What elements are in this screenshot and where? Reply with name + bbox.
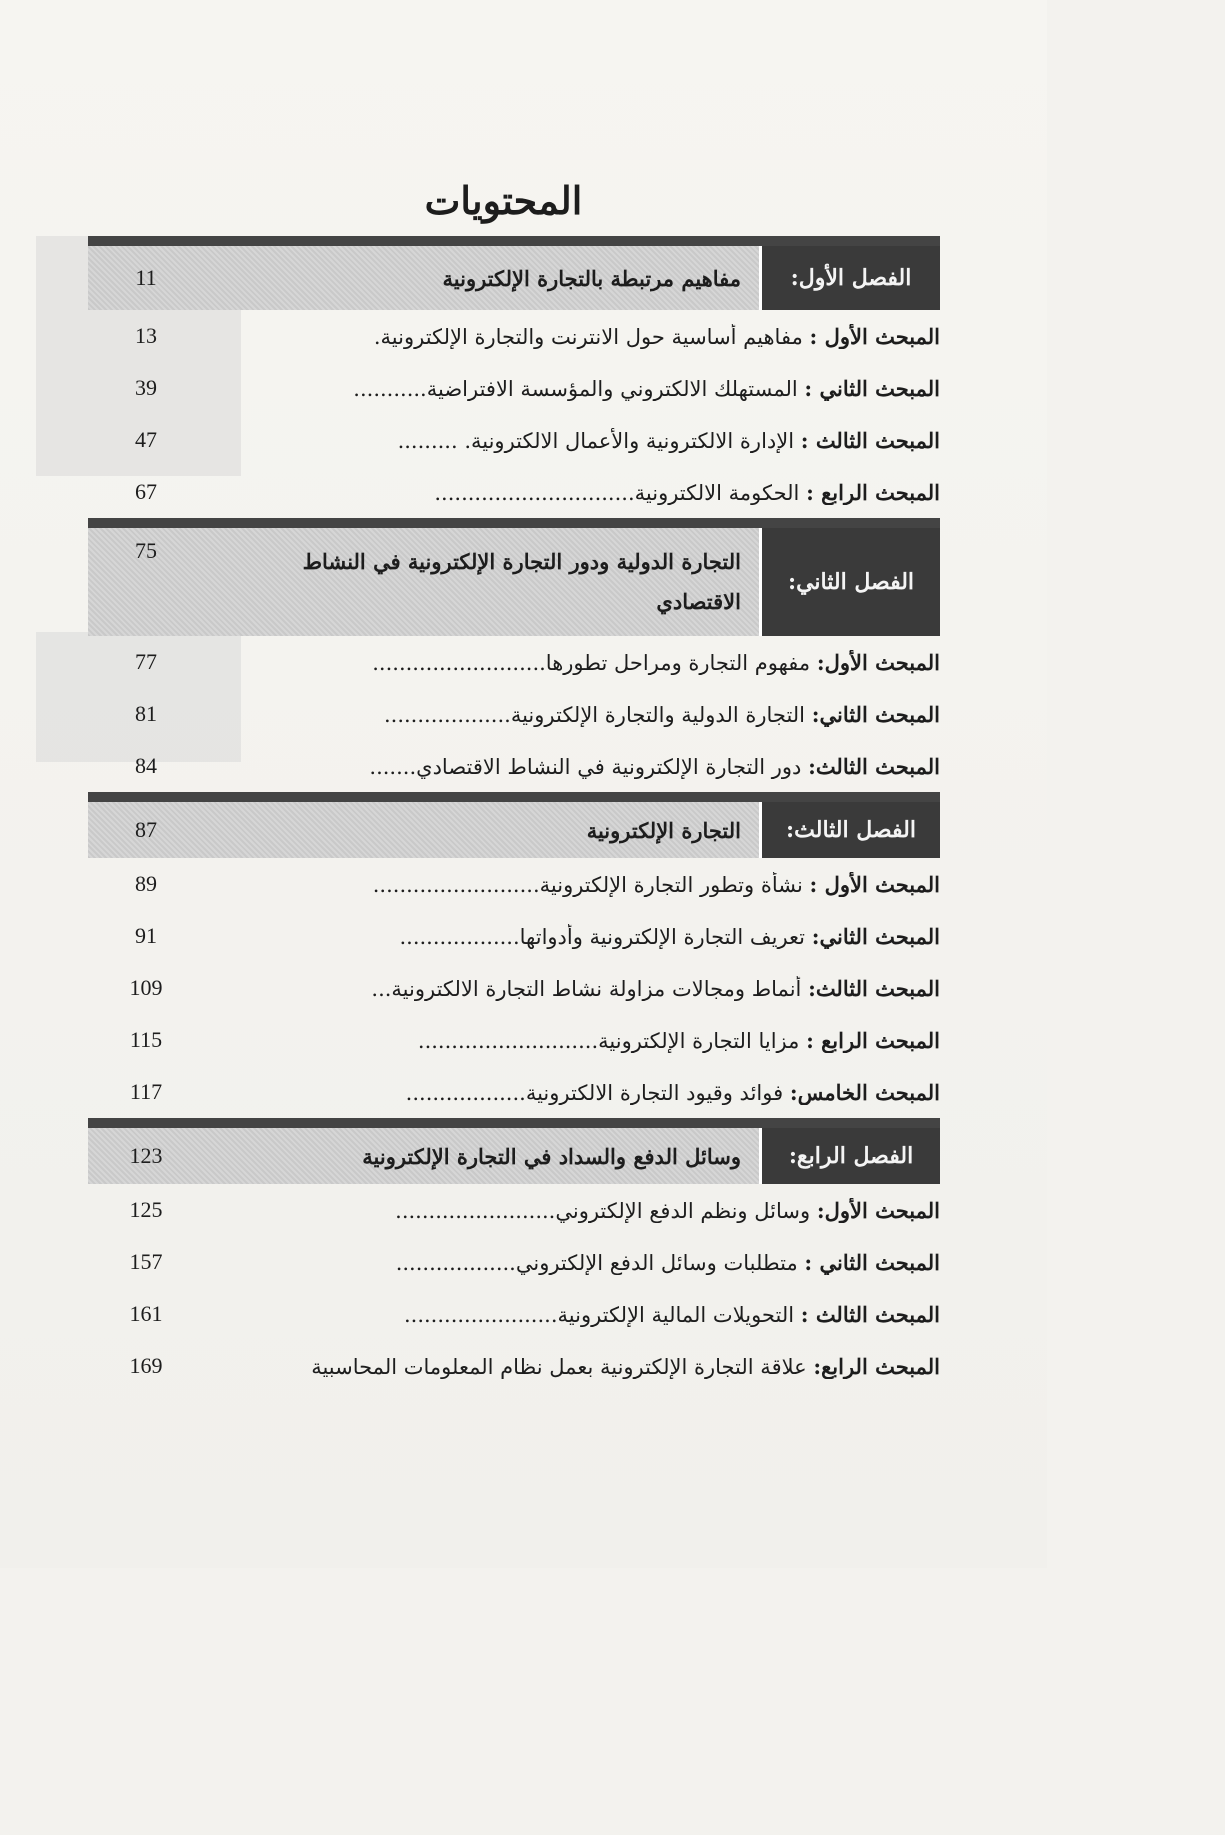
chapter-page-number: 75 <box>135 538 157 563</box>
section-page-number: 84 <box>135 753 157 778</box>
section-page-number: 125 <box>129 1197 163 1222</box>
toc-entry <box>88 1066 940 1118</box>
section-page-number: 161 <box>129 1301 163 1326</box>
section-title: التحويلات المالية الإلكترونية....................... <box>403 1302 795 1327</box>
section-page-number: 91 <box>135 923 157 948</box>
section-label: المبحث الخامس: <box>789 1079 940 1105</box>
section-label: المبحث الرابع : <box>806 479 940 505</box>
toc-entry <box>88 910 940 962</box>
chapter-title: وسائل الدفع والسداد في التجارة الإلكترونية <box>362 1143 741 1169</box>
section-page-number: 13 <box>135 323 157 348</box>
section-page-number: 67 <box>135 479 157 504</box>
chapter-header <box>88 1118 940 1184</box>
toc-entry <box>88 362 940 414</box>
section-title: المستهلك الالكتروني والمؤسسة الافتراضية........... <box>353 376 798 401</box>
section-label: المبحث الأول: <box>816 649 940 675</box>
section-label: المبحث الأول : <box>809 323 940 349</box>
section-title: التجارة الدولية والتجارة الإلكترونية................... <box>383 702 806 727</box>
section-label: المبحث الثاني: <box>811 701 940 727</box>
toc-entry <box>88 858 940 910</box>
section-label: المبحث الرابع : <box>806 1027 940 1053</box>
chapter-page-number: 87 <box>135 817 157 842</box>
toc-entry <box>88 740 940 792</box>
section-label: المبحث الثالث : <box>800 427 940 453</box>
section-title: متطلبات وسائل الدفع الإلكتروني.................. <box>395 1250 798 1275</box>
chapter-title: التجارة الدولية ودور التجارة الإلكترونية في النشاط الاقتصادي <box>302 549 741 614</box>
section-page-number: 115 <box>129 1027 163 1052</box>
chapter-header <box>88 792 940 858</box>
toc-entry <box>88 636 940 688</box>
section-title: أنماط ومجالات مزاولة نشاط التجارة الالكترونية... <box>371 976 802 1001</box>
chapter-page-number: 123 <box>129 1143 163 1168</box>
section-title: الإدارة الالكترونية والأعمال الالكترونية. ......... <box>397 428 795 453</box>
section-title: تعريف التجارة الإلكترونية وأدواتها.................. <box>399 924 806 949</box>
section-title: دور التجارة الإلكترونية في النشاط الاقتصادي....... <box>369 754 802 779</box>
toc-entry <box>88 1288 940 1340</box>
section-label: المبحث الأول: <box>816 1197 940 1223</box>
toc-entry <box>88 688 940 740</box>
chapter-page-number: 11 <box>135 265 157 290</box>
section-label: المبحث الثاني : <box>804 375 940 401</box>
section-page-number: 169 <box>129 1353 163 1378</box>
toc-entry <box>88 310 940 362</box>
section-page-number: 81 <box>135 701 157 726</box>
toc-entry <box>88 1014 940 1066</box>
section-label: المبحث الثالث : <box>800 1301 940 1327</box>
section-title: مزايا التجارة الإلكترونية........................... <box>417 1028 800 1053</box>
section-label: المبحث الرابع: <box>813 1353 940 1379</box>
section-page-number: 89 <box>135 871 157 896</box>
section-title: علاقة التجارة الإلكترونية بعمل نظام المعلومات المحاسبية <box>311 1354 807 1379</box>
chapter-header <box>88 236 940 310</box>
toc-entry <box>88 466 940 518</box>
section-page-number: 77 <box>135 649 157 674</box>
section-page-number: 157 <box>129 1249 163 1274</box>
toc-entry <box>88 414 940 466</box>
section-label: المبحث الثالث: <box>808 753 940 779</box>
section-title: مفاهيم أساسية حول الانترنت والتجارة الإلكترونية. <box>373 324 803 349</box>
chapter-label: الفصل الرابع: <box>759 1128 940 1184</box>
section-page-number: 117 <box>129 1079 163 1104</box>
section-title: الحكومة الالكترونية.............................. <box>434 480 800 505</box>
table-of-contents <box>88 236 940 1392</box>
chapter-label: الفصل الأول: <box>759 246 940 310</box>
section-title: وسائل ونظم الدفع الإلكتروني........................ <box>395 1198 811 1223</box>
toc-entry <box>88 1340 940 1392</box>
section-title: فوائد وقيود التجارة الالكترونية.................. <box>405 1080 784 1105</box>
chapter-title: مفاهيم مرتبطة بالتجارة الإلكترونية <box>442 265 741 291</box>
toc-entry <box>88 962 940 1014</box>
toc-entry <box>88 1236 940 1288</box>
section-label: المبحث الثالث: <box>808 975 940 1001</box>
section-page-number: 109 <box>129 975 163 1000</box>
section-label: المبحث الثاني: <box>811 923 940 949</box>
toc-entry <box>88 1184 940 1236</box>
chapter-title: التجارة الإلكترونية <box>586 817 741 843</box>
chapter-header <box>88 518 940 636</box>
section-label: المبحث الأول : <box>809 871 940 897</box>
chapter-label: الفصل الثالث: <box>759 802 940 858</box>
section-title: نشأة وتطور التجارة الإلكترونية......................... <box>372 872 803 897</box>
chapter-label: الفصل الثاني: <box>759 528 940 636</box>
section-page-number: 39 <box>135 375 157 400</box>
section-page-number: 47 <box>135 427 157 452</box>
section-title: مفهوم التجارة ومراحل تطورها.......................... <box>372 650 811 675</box>
section-label: المبحث الثاني : <box>804 1249 940 1275</box>
page-title: المحتويات <box>424 178 583 223</box>
